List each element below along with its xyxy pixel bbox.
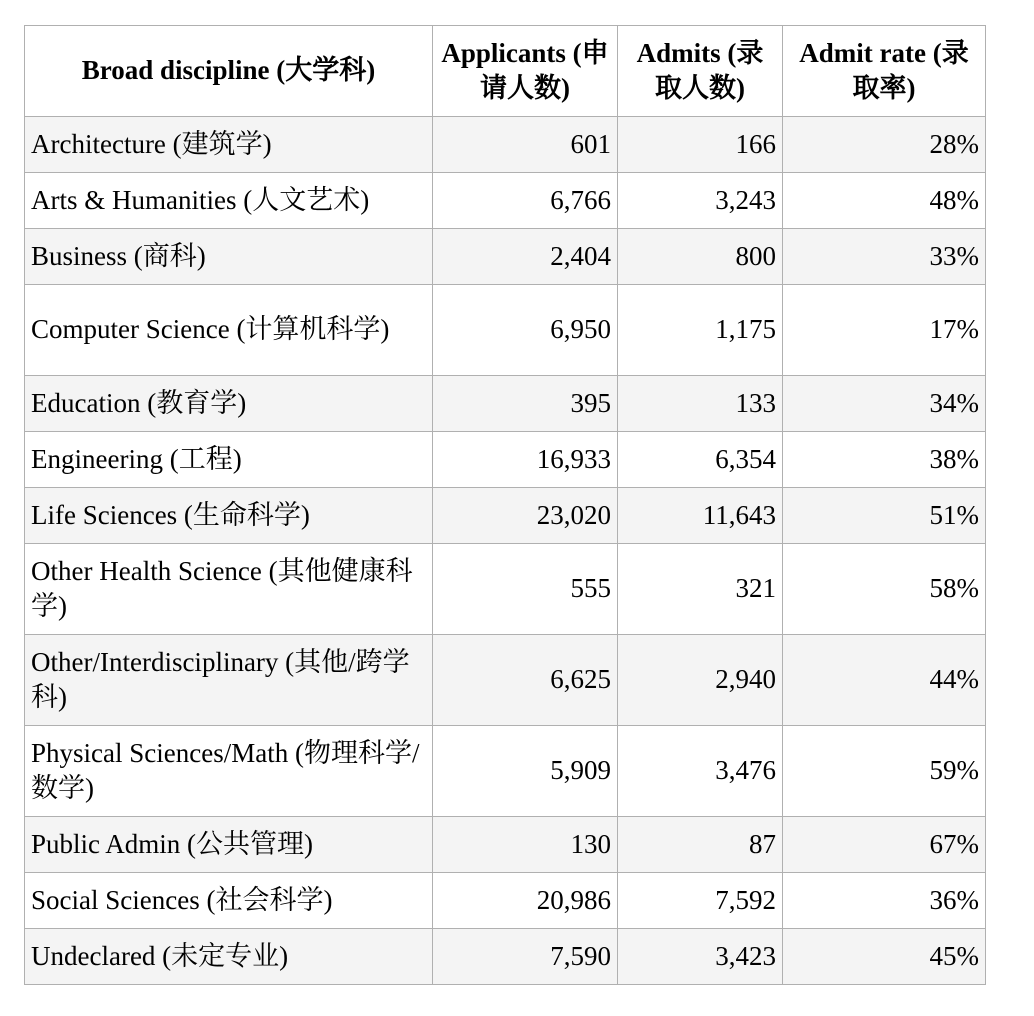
discipline-cell: Other/Interdisciplinary (其他/跨学科) — [25, 635, 433, 726]
admissions-table — [24, 25, 986, 985]
header-admits: Admits (录取人数) — [618, 26, 783, 117]
table-row — [25, 432, 986, 488]
discipline-cell: Life Sciences (生命科学) — [25, 488, 433, 544]
applicants-cell: 7,590 — [433, 929, 618, 985]
admits-cell: 133 — [618, 376, 783, 432]
applicants-cell: 2,404 — [433, 229, 618, 285]
admit-rate-cell: 33% — [783, 229, 986, 285]
header-row — [25, 26, 986, 117]
discipline-cell: Physical Sciences/Math (物理科学/数学) — [25, 726, 433, 817]
applicants-cell: 5,909 — [433, 726, 618, 817]
admits-cell: 2,940 — [618, 635, 783, 726]
admits-cell: 3,423 — [618, 929, 783, 985]
admit-rate-cell: 67% — [783, 817, 986, 873]
table-row — [25, 173, 986, 229]
discipline-cell: Architecture (建筑学) — [25, 117, 433, 173]
discipline-cell: Social Sciences (社会科学) — [25, 873, 433, 929]
table-row — [25, 488, 986, 544]
discipline-cell: Education (教育学) — [25, 376, 433, 432]
table-row — [25, 873, 986, 929]
admits-cell: 321 — [618, 544, 783, 635]
admit-rate-cell: 59% — [783, 726, 986, 817]
admit-rate-cell: 45% — [783, 929, 986, 985]
discipline-cell: Public Admin (公共管理) — [25, 817, 433, 873]
admits-cell: 3,476 — [618, 726, 783, 817]
applicants-cell: 130 — [433, 817, 618, 873]
discipline-cell: Other Health Science (其他健康科学) — [25, 544, 433, 635]
discipline-cell: Arts & Humanities (人文艺术) — [25, 173, 433, 229]
table-row — [25, 635, 986, 726]
admits-cell: 87 — [618, 817, 783, 873]
table-row — [25, 117, 986, 173]
table-row — [25, 376, 986, 432]
table-row — [25, 817, 986, 873]
applicants-cell: 20,986 — [433, 873, 618, 929]
admits-cell: 1,175 — [618, 285, 783, 376]
admit-rate-cell: 51% — [783, 488, 986, 544]
admit-rate-cell: 38% — [783, 432, 986, 488]
applicants-cell: 555 — [433, 544, 618, 635]
discipline-cell: Computer Science (计算机科学) — [25, 285, 433, 376]
header-applicants: Applicants (申请人数) — [433, 26, 618, 117]
applicants-cell: 6,950 — [433, 285, 618, 376]
table-row — [25, 726, 986, 817]
admit-rate-cell: 48% — [783, 173, 986, 229]
admit-rate-cell: 36% — [783, 873, 986, 929]
applicants-cell: 6,766 — [433, 173, 618, 229]
applicants-cell: 395 — [433, 376, 618, 432]
admit-rate-cell: 58% — [783, 544, 986, 635]
admits-cell: 800 — [618, 229, 783, 285]
admits-cell: 166 — [618, 117, 783, 173]
admit-rate-cell: 17% — [783, 285, 986, 376]
table-row — [25, 544, 986, 635]
table-row — [25, 229, 986, 285]
discipline-cell: Business (商科) — [25, 229, 433, 285]
table-row — [25, 285, 986, 376]
admits-cell: 11,643 — [618, 488, 783, 544]
applicants-cell: 601 — [433, 117, 618, 173]
header-admit-rate: Admit rate (录取率) — [783, 26, 986, 117]
admits-cell: 6,354 — [618, 432, 783, 488]
discipline-cell: Undeclared (未定专业) — [25, 929, 433, 985]
header-discipline: Broad discipline (大学科) — [25, 26, 433, 117]
applicants-cell: 23,020 — [433, 488, 618, 544]
discipline-cell: Engineering (工程) — [25, 432, 433, 488]
table-row — [25, 929, 986, 985]
admit-rate-cell: 28% — [783, 117, 986, 173]
admit-rate-cell: 34% — [783, 376, 986, 432]
admits-cell: 7,592 — [618, 873, 783, 929]
admits-cell: 3,243 — [618, 173, 783, 229]
applicants-cell: 16,933 — [433, 432, 618, 488]
admit-rate-cell: 44% — [783, 635, 986, 726]
applicants-cell: 6,625 — [433, 635, 618, 726]
